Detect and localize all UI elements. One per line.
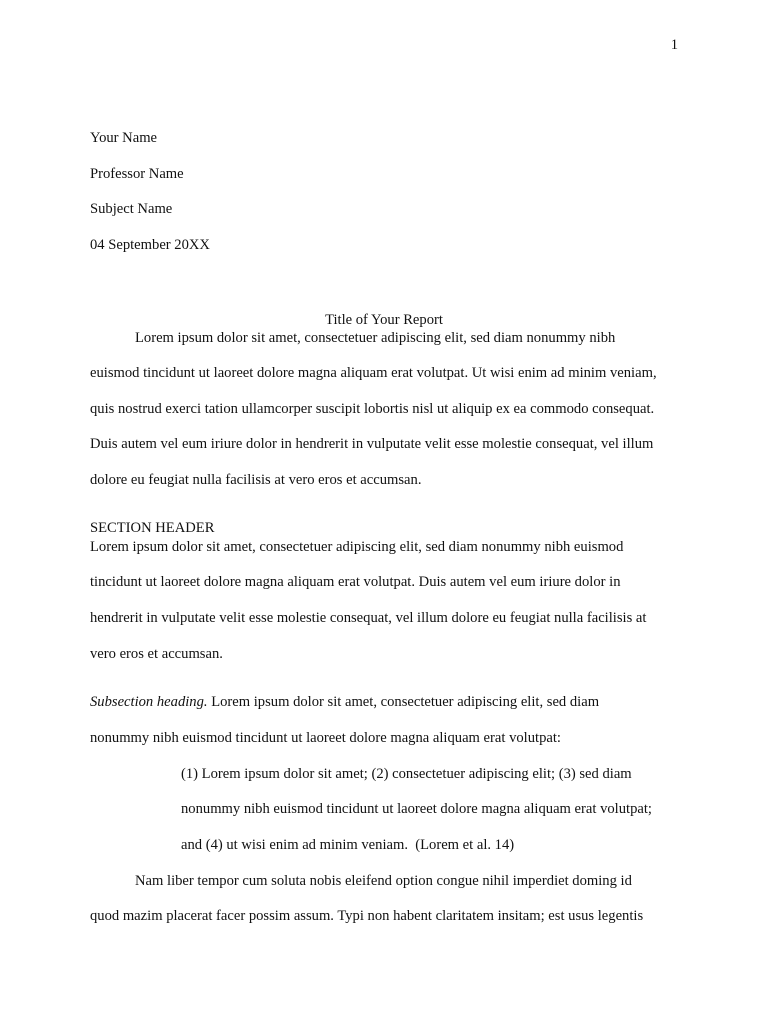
paragraph-line [90,693,599,711]
paragraph-line: Lorem ipsum dolor sit amet, consectetuer adipiscing elit, sed diam nonummy nibh [135,330,616,346]
page-number: 1 [670,37,678,53]
paragraph-line: euismod tincidunt ut laoreet dolore magna aliquam erat volutpat. Ut wisi enim ad minim veniam, [90,365,657,381]
quote-line: (1) Lorem ipsum dolor sit amet; (2) consectetuer adipiscing elit; (3) sed diam [181,766,632,782]
paragraph-line: dolore eu feugiat nulla facilisis at vero eros et accumsan. [90,472,422,488]
report-title: Title of Your Report [325,312,443,328]
paragraph-line: Nam liber tempor cum soluta nobis eleifend option congue nihil imperdiet doming id [135,873,632,889]
paragraph-line: quis nostrud exerci tation ullamcorper suscipit lobortis nisl ut aliquip ex ea commodo consequat. [90,401,655,417]
paragraph-line: nonummy nibh euismod tincidunt ut laoreet dolore magna aliquam erat volutpat: [90,730,561,746]
subsection-heading: Subsection heading. [90,694,208,710]
quote-line: nonummy nibh euismod tincidunt ut laoreet dolore magna aliquam erat volutpat; [181,801,652,817]
paragraph-line: quod mazim placerat facer possim assum. Typi non habent claritatem insitam; est usus legentis [90,908,644,924]
paragraph-line: vero eros et accumsan. [90,646,223,662]
paragraph-line: hendrerit in vulputate velit esse molestie consequat, vel illum dolore eu feugiat nulla facilisis at [90,610,647,626]
quote-line: and (4) ut wisi enim ad minim veniam. (Lorem et al. 14) [181,837,515,853]
paragraph-line: tincidunt ut laoreet dolore magna aliquam erat volutpat. Duis autem vel eum iriure dolor in [90,574,621,590]
paragraph-line: Lorem ipsum dolor sit amet, consectetuer adipiscing elit, sed diam nonummy nibh euismod [90,539,624,555]
section-header: SECTION HEADER [90,520,215,536]
document-date: 04 September 20XX [90,237,210,253]
paragraph-line: Duis autem vel eum iriure dolor in hendrerit in vulputate velit esse molestie consequat, vel illum [90,436,654,452]
subsection-text: Lorem ipsum dolor sit amet, consectetuer adipiscing elit, sed diam [207,694,600,710]
subject-name: Subject Name [90,201,173,217]
professor-name: Professor Name [90,166,184,182]
author-name: Your Name [90,130,158,146]
